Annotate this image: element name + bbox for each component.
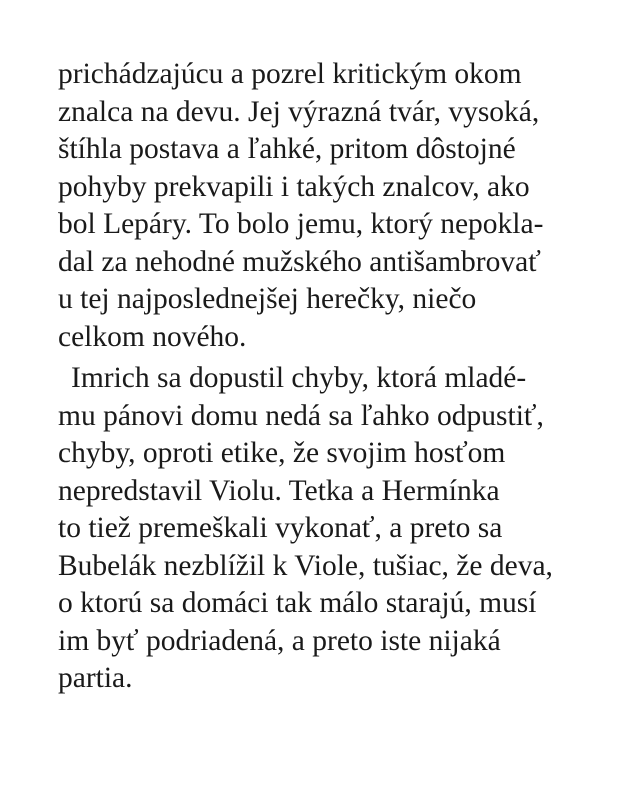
text-line: mu pánovi domu nedá sa ľahko odpustiť, (58, 399, 544, 432)
text-line: dal za nehodné mužského antišambrovať (58, 245, 541, 278)
text-line: o ktorú sa domáci tak málo starajú, musí (58, 587, 537, 619)
text-line-indented: Imrich sa dopustil chyby, ktorá mladé- (71, 362, 527, 394)
text-line: bol Lepáry. To bolo jemu, ktorý nepokla- (58, 208, 544, 240)
text-line: prichádzajúcu a pozrel kritickým okom (58, 58, 522, 90)
paragraph-2 (58, 360, 598, 698)
text-line: u tej najposlednejšej herečky, niečo (58, 283, 477, 315)
text-line: Bubelák nezblížil k Viole, tušiac, že deva, (58, 549, 553, 582)
paragraph-1 (58, 56, 598, 356)
text-line: znalca na devu. Jej výrazná tvár, vysoká, (58, 95, 540, 128)
text-line: chyby, oproti etike, že svojim hosťom (58, 437, 506, 469)
body-text (58, 56, 598, 698)
text-line: to tiež premeškali vykonať, a preto sa (58, 512, 503, 544)
text-line: nepredstavil Violu. Tetka a Hermínka (58, 474, 500, 507)
text-line: štíhla postava a ľahké, pritom dôstojné (58, 133, 516, 165)
text-line: celkom nového. (58, 320, 247, 353)
text-line: pohyby prekvapili i takých znalcov, ako (58, 170, 530, 203)
text-line: partia. (58, 662, 133, 694)
text-line: im byť podriadená, a preto iste nijaká (58, 624, 501, 657)
